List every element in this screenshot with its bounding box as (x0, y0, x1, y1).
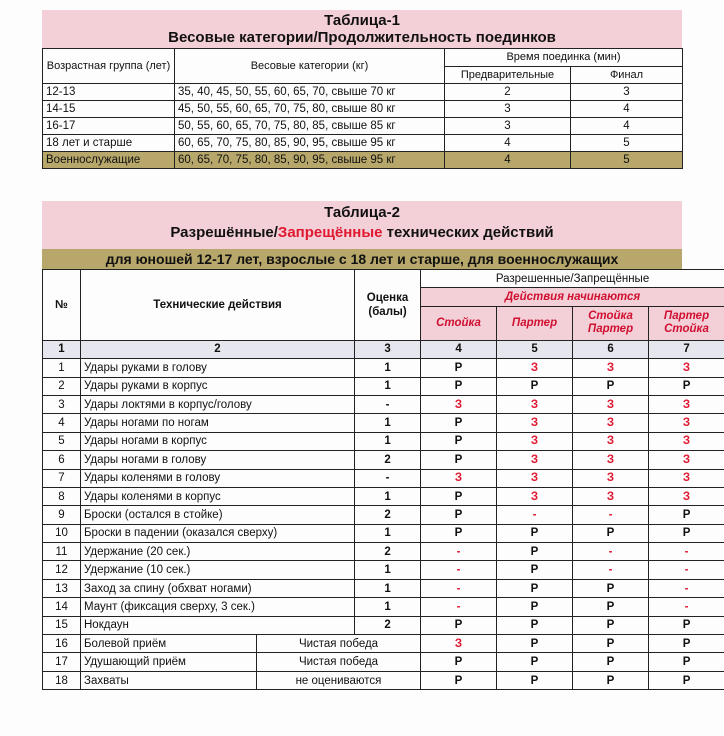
table2-band: для юношей 12-17 лет, взрослые с 18 лет и старше, для военнослужащих (42, 249, 682, 269)
t2-cell-mark: Р (497, 598, 573, 616)
table1-title-block (42, 10, 682, 48)
t2-cell-mark: З (497, 487, 573, 505)
t2-cell-no: 16 (43, 635, 81, 653)
table-row (43, 414, 724, 432)
t2-cell-mark: З (649, 487, 724, 505)
t2-cell-no: 12 (43, 561, 81, 579)
t2-subcol-ground-stand: Партер Стойка (649, 306, 724, 340)
t2-cell-score: 2 (355, 451, 421, 469)
table1-weight-categories (42, 48, 683, 169)
t2-cell-mark: Р (573, 598, 649, 616)
table1-title: Таблица-1 (324, 12, 400, 29)
t1-cell-weights: 60, 65, 70, 75, 80, 85, 90, 95, свыше 95 кг (175, 152, 445, 169)
t1-col-final: Финал (571, 66, 683, 84)
t2-cell-action: Удары коленями в корпус (81, 487, 355, 505)
table-row (43, 579, 724, 597)
table-row (43, 359, 724, 377)
t2-cell-no: 11 (43, 543, 81, 561)
t2-num-2: 2 (81, 340, 355, 358)
t2-cell-mark: Р (573, 616, 649, 634)
t2-cell-mark: З (649, 359, 724, 377)
t2-num-1: 1 (43, 340, 81, 358)
t2-cell-score: 2 (355, 616, 421, 634)
t2-cell-no: 7 (43, 469, 81, 487)
t2-cell-mark: З (497, 432, 573, 450)
t2-cell-mark: З (421, 395, 497, 413)
t2-cell-action: Захваты (81, 671, 257, 689)
t2-cell-mark: Р (649, 635, 724, 653)
t2-cell-mark: Р (573, 377, 649, 395)
t2-cell-score: 2 (355, 506, 421, 524)
t2-cell-mark: - (573, 506, 649, 524)
t1-cell-age: 12-13 (43, 84, 175, 101)
table-row (43, 653, 724, 671)
t2-cell-mark: З (421, 635, 497, 653)
t2-cell-mark: Р (497, 543, 573, 561)
t2-cell-mark: - (649, 543, 724, 561)
t2-cell-action: Удержание (10 сек.) (81, 561, 355, 579)
t2-cell-mark: - (421, 543, 497, 561)
t2-cell-mark: Р (421, 524, 497, 542)
table-row (43, 487, 724, 505)
t2-cell-score: - (355, 395, 421, 413)
t2-cell-mark: Р (573, 579, 649, 597)
t2-cell-mark: Р (421, 414, 497, 432)
t1-cell-final: 3 (571, 84, 683, 101)
table-row (43, 377, 724, 395)
t1-cell-prelim: 3 (445, 101, 571, 118)
t2-cell-mark: З (421, 469, 497, 487)
t1-cell-weights: 45, 50, 55, 60, 65, 70, 75, 80, свыше 80 кг (175, 101, 445, 118)
t2-cell-mark: З (573, 432, 649, 450)
table2-technical-actions (42, 269, 724, 690)
t2-cell-mark: - (421, 598, 497, 616)
t2-cell-mark: Р (421, 359, 497, 377)
t2-cell-note: не оцениваются (257, 671, 421, 689)
t2-cell-score: 1 (355, 561, 421, 579)
t2-cell-mark: Р (421, 616, 497, 634)
t2-cell-mark: Р (573, 653, 649, 671)
t2-cell-score: 1 (355, 432, 421, 450)
t2-cell-mark: Р (497, 635, 573, 653)
t2-cell-action: Удары коленями в голову (81, 469, 355, 487)
t2-cell-no: 6 (43, 451, 81, 469)
t2-cell-mark: Р (421, 487, 497, 505)
t2-cell-action: Удары ногами в корпус (81, 432, 355, 450)
t2-cell-mark: Р (649, 671, 724, 689)
t2-cell-no: 18 (43, 671, 81, 689)
table2-subtitle (42, 224, 682, 241)
t2-cell-no: 8 (43, 487, 81, 505)
t2-cell-no: 14 (43, 598, 81, 616)
table-row (43, 135, 683, 152)
table-row (43, 84, 683, 101)
table-row (43, 152, 683, 169)
t2-cell-mark: - (649, 598, 724, 616)
t2-cell-mark: З (573, 414, 649, 432)
table-row (43, 101, 683, 118)
t2-num-4: 4 (421, 340, 497, 358)
t2-cell-no: 10 (43, 524, 81, 542)
t1-cell-prelim: 4 (445, 135, 571, 152)
t1-cell-prelim: 4 (445, 152, 571, 169)
t2-cell-mark: Р (421, 506, 497, 524)
t2-cell-mark: З (497, 359, 573, 377)
t2-cell-mark: З (573, 487, 649, 505)
table2-subtitle-forbidden: Запрещённые (277, 224, 383, 241)
t2-cell-mark: - (649, 561, 724, 579)
t1-cell-weights: 50, 55, 60, 65, 70, 75, 80, 85, свыше 85 кг (175, 118, 445, 135)
table-row (43, 616, 724, 634)
t2-cell-mark: З (649, 395, 724, 413)
t2-cell-mark: Р (497, 671, 573, 689)
t2-cell-mark: Р (649, 653, 724, 671)
t2-cell-mark: Р (573, 524, 649, 542)
t1-cell-weights: 60, 65, 70, 75, 80, 85, 90, 95, свыше 95 кг (175, 135, 445, 152)
table-row (43, 524, 724, 542)
table-row (43, 469, 724, 487)
t2-cell-score: 1 (355, 414, 421, 432)
t2-cell-mark: З (497, 469, 573, 487)
t2-cell-mark: Р (573, 635, 649, 653)
t2-cell-no: 5 (43, 432, 81, 450)
t2-cell-mark: - (573, 543, 649, 561)
t2-cell-action: Удержание (20 сек.) (81, 543, 355, 561)
t1-cell-prelim: 3 (445, 118, 571, 135)
t1-cell-prelim: 2 (445, 84, 571, 101)
t2-cell-score: 1 (355, 487, 421, 505)
t2-cell-mark: Р (649, 616, 724, 634)
t2-num-7: 7 (649, 340, 724, 358)
t2-cell-mark: Р (649, 524, 724, 542)
t1-col-time: Время поединка (мин) (445, 49, 683, 67)
t1-cell-final: 4 (571, 118, 683, 135)
t2-subcol-ground: Партер (497, 306, 573, 340)
table-row (43, 671, 724, 689)
t2-cell-score: - (355, 469, 421, 487)
t2-col-no: № (43, 270, 81, 341)
t2-col-allowed: Разрешенные/Запрещённые (421, 270, 724, 288)
t2-cell-no: 3 (43, 395, 81, 413)
t2-cell-mark: З (649, 432, 724, 450)
t1-cell-age: 14-15 (43, 101, 175, 118)
table-row (43, 432, 724, 450)
t2-cell-mark: З (497, 395, 573, 413)
t2-cell-mark: З (649, 469, 724, 487)
t2-cell-no: 2 (43, 377, 81, 395)
t2-cell-action: Заход за спину (обхват ногами) (81, 579, 355, 597)
t2-col-score: Оценка (балы) (355, 270, 421, 341)
t2-cell-mark: Р (649, 377, 724, 395)
t2-cell-mark: Р (421, 451, 497, 469)
t2-cell-action: Болевой приём (81, 635, 257, 653)
t2-subcol-stand: Стойка (421, 306, 497, 340)
t1-col-age: Возрастная группа (лет) (43, 49, 175, 84)
t2-cell-mark: - (573, 561, 649, 579)
table-row (43, 118, 683, 135)
t2-num-6: 6 (573, 340, 649, 358)
t2-cell-no: 15 (43, 616, 81, 634)
t2-cell-mark: Р (497, 616, 573, 634)
t2-cell-no: 4 (43, 414, 81, 432)
t2-cell-mark: З (649, 414, 724, 432)
table-row (43, 635, 724, 653)
t2-num-3: 3 (355, 340, 421, 358)
t2-cell-mark: З (497, 414, 573, 432)
t2-cell-mark: З (573, 395, 649, 413)
t2-cell-mark: Р (421, 671, 497, 689)
t2-subcol-stand-ground: Стойка Партер (573, 306, 649, 340)
t2-cell-score: 1 (355, 377, 421, 395)
t2-cell-mark: З (573, 469, 649, 487)
t2-cell-action: Удары руками в корпус (81, 377, 355, 395)
table-row (43, 451, 724, 469)
t2-cell-no: 9 (43, 506, 81, 524)
t2-cell-mark: З (497, 451, 573, 469)
t2-cell-action: Удары локтями в корпус/голову (81, 395, 355, 413)
t2-cell-score: 1 (355, 524, 421, 542)
t1-cell-age: Военнослужащие (43, 152, 175, 169)
t2-cell-action: Удары ногами по ногам (81, 414, 355, 432)
t2-cell-mark: Р (421, 377, 497, 395)
t2-cell-action: Удушающий приём (81, 653, 257, 671)
table-row (43, 598, 724, 616)
t2-cell-mark: - (649, 579, 724, 597)
t2-cell-score: 1 (355, 359, 421, 377)
t1-cell-age: 16-17 (43, 118, 175, 135)
t1-cell-age: 18 лет и старше (43, 135, 175, 152)
t2-cell-action: Маунт (фиксация сверху, 3 сек.) (81, 598, 355, 616)
t2-cell-mark: Р (497, 653, 573, 671)
t2-cell-action: Удары руками в голову (81, 359, 355, 377)
t1-col-weight: Весовые категории (кг) (175, 49, 445, 84)
t1-cell-final: 4 (571, 101, 683, 118)
t2-cell-no: 1 (43, 359, 81, 377)
t2-cell-mark: - (421, 561, 497, 579)
table2-subtitle-allowed: Разрешённые/ (170, 224, 278, 241)
t2-cell-score: 1 (355, 579, 421, 597)
t2-cell-action: Броски (остался в стойке) (81, 506, 355, 524)
t2-cell-mark: Р (649, 506, 724, 524)
t2-cell-mark: - (421, 579, 497, 597)
t2-cell-mark: Р (573, 671, 649, 689)
table-row (43, 561, 724, 579)
t2-cell-mark: Р (497, 377, 573, 395)
table1-subtitle: Весовые категории/Продолжительность поединков (168, 29, 556, 46)
table-row (43, 395, 724, 413)
t1-col-prelim: Предварительные (445, 66, 571, 84)
t2-cell-no: 17 (43, 653, 81, 671)
t1-cell-weights: 35, 40, 45, 50, 55, 60, 65, 70, свыше 70 кг (175, 84, 445, 101)
t2-col-begin: Действия начинаются (421, 288, 724, 306)
table2-subtitle-rest: технических действий (382, 224, 554, 241)
t2-cell-mark: Р (421, 653, 497, 671)
t2-col-action: Технические действия (81, 270, 355, 341)
table-row (43, 506, 724, 524)
table2-title: Таблица-2 (324, 204, 400, 221)
t2-cell-action: Нокдаун (81, 616, 355, 634)
table-row (43, 543, 724, 561)
t2-cell-mark: Р (497, 561, 573, 579)
table2-title-block (42, 201, 682, 249)
t2-cell-mark: Р (421, 432, 497, 450)
t2-num-5: 5 (497, 340, 573, 358)
t2-cell-action: Удары ногами в голову (81, 451, 355, 469)
t2-cell-note: Чистая победа (257, 635, 421, 653)
t2-cell-score: 1 (355, 598, 421, 616)
t2-cell-mark: - (497, 506, 573, 524)
t2-cell-mark: Р (497, 524, 573, 542)
t1-cell-final: 5 (571, 152, 683, 169)
t2-cell-mark: З (573, 451, 649, 469)
t2-cell-action: Броски в падении (оказался сверху) (81, 524, 355, 542)
t1-cell-final: 5 (571, 135, 683, 152)
t2-cell-mark: З (573, 359, 649, 377)
t2-cell-mark: З (649, 451, 724, 469)
t2-cell-score: 2 (355, 543, 421, 561)
t2-cell-note: Чистая победа (257, 653, 421, 671)
t2-cell-mark: Р (497, 579, 573, 597)
t2-cell-no: 13 (43, 579, 81, 597)
